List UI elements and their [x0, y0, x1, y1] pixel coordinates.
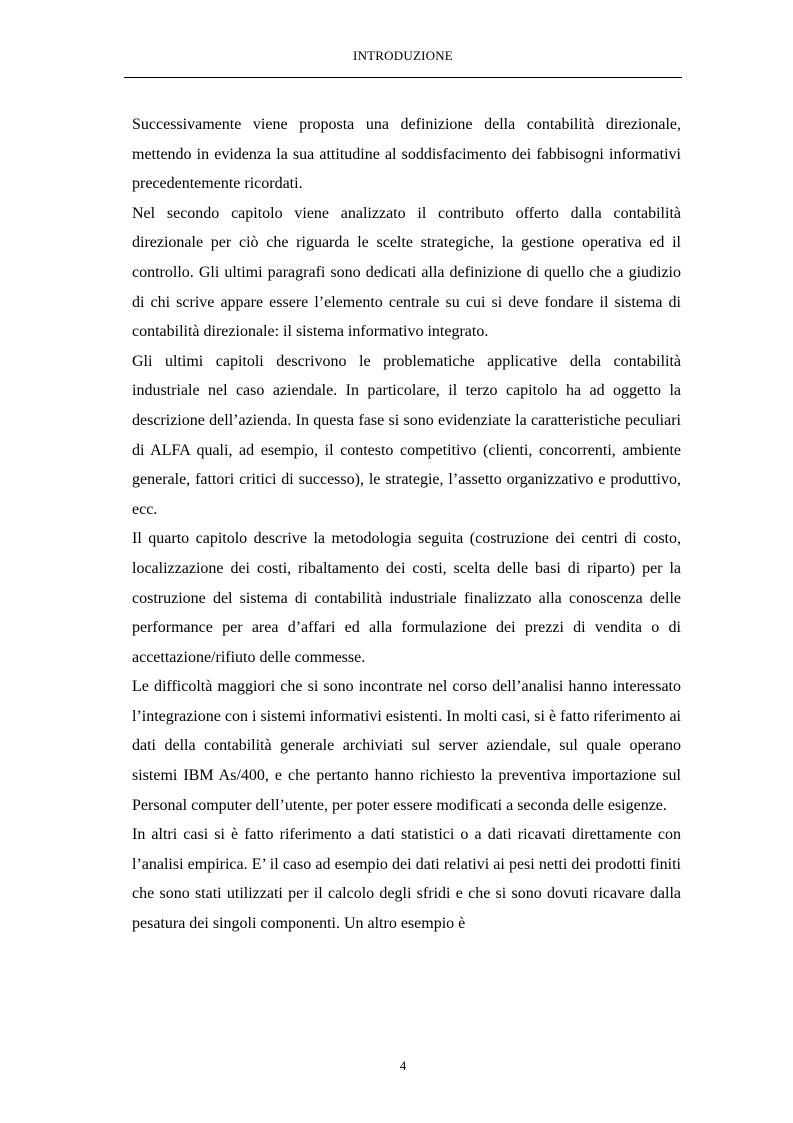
paragraph-4: Il quarto capitolo descrive la metodologia seguita (costruzione dei centri di costo, localizzazione dei costi, ribaltamento dei costi, scelta delle basi di riparto) per la costruzione del sistema di contabilità industriale finalizzato alla conoscenza delle performance per area d’affari ed alla formulazione dei prezzi di vendita o di accettazione/rifiuto delle commesse. [132, 530, 681, 666]
paragraph-3: Gli ultimi capitoli descrivono le problematiche applicative della contabilità industriale nel caso aziendale. In particolare, il terzo capitolo ha ad oggetto la descrizione dell’azienda. In questa fase si sono evidenziate la caratteristiche peculiari di ALFA quali, ad esempio, il contesto competitivo (clienti, concorrenti, ambiente generale, fattori critici di successo), le strategie, l’assetto organizzativo e produttivo, ecc. [132, 352, 681, 518]
paragraph-1: Successivamente viene proposta una definizione della contabilità direzionale, mettendo in evidenza la sua attitudine al soddisfacimento dei fabbisogni informativi precedentemente ricordati. [132, 116, 681, 193]
paragraph-2: Nel secondo capitolo viene analizzato il contributo offerto dalla contabilità direzionale per ciò che riguarda le scelte strategiche, la gestione operativa ed il controllo. Gli ultimi paragrafi sono dedicati alla definizione di quello che a giudizio di chi scrive appare essere l’elemento centrale su cui si deve fondare il sistema di contabilità direzionale: il sistema informativo integrato. [132, 204, 681, 341]
body-text [132, 110, 681, 939]
paragraph-6: In altri casi si è fatto riferimento a dati statistici o a dati ricavati direttamente con l’analisi empirica. E’ il caso ad esempio dei dati relativi ai pesi netti dei prodotti finiti che sono stati utilizzati per il calcolo degli sfridi e che si sono dovuti ricavare dalla pesatura dei singoli componenti. Un altro esempio è [132, 826, 681, 933]
paragraph-5: Le difficoltà maggiori che si sono incontrate nel corso dell’analisi hanno interessato l’integrazione con i sistemi informativi esistenti. In molti casi, si è fatto riferimento ai dati della contabilità generale archiviati sul server aziendale, sul quale operano sistemi IBM As/400, e che pertanto hanno richiesto la preventiva importazione sul Personal computer dell’utente, per poter essere modificati a seconda delle esigenze. [132, 678, 681, 814]
header-divider [124, 77, 682, 78]
page-number: 4 [399, 1058, 407, 1073]
running-header-title: INTRODUZIONE [353, 48, 453, 63]
